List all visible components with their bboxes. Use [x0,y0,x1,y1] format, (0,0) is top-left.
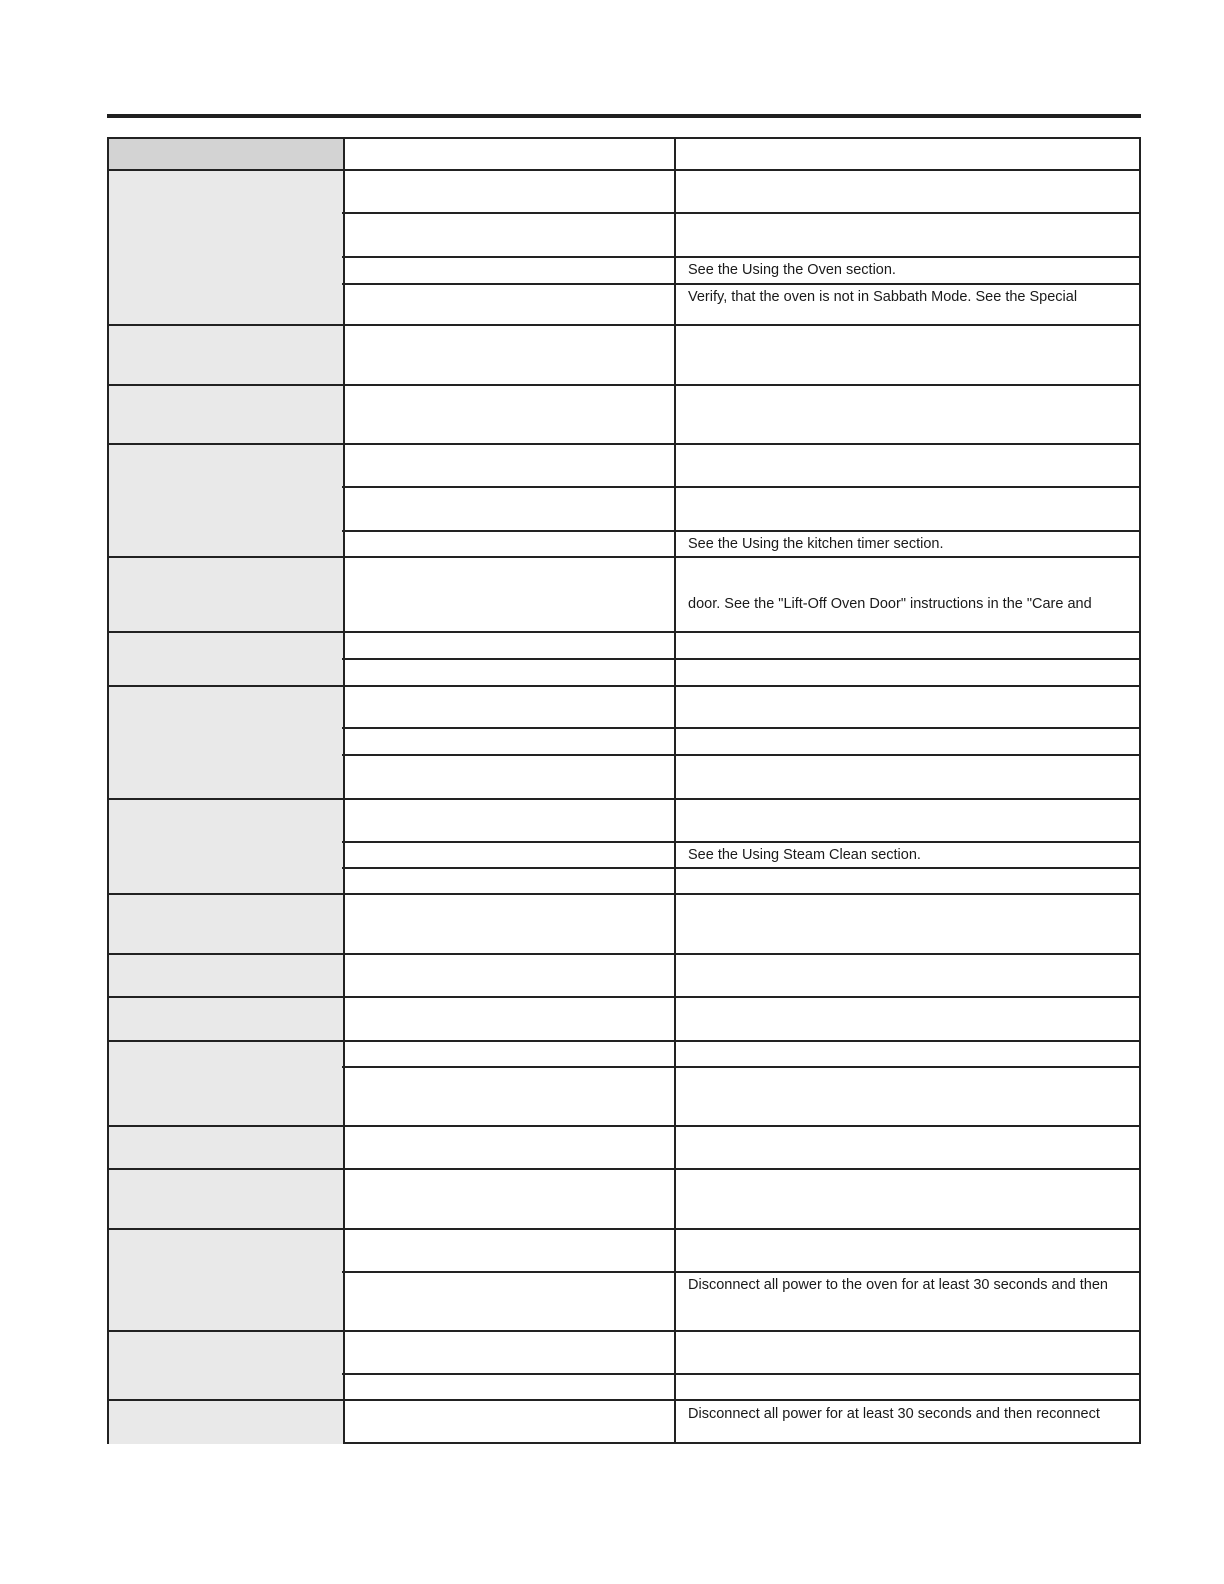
row-divider [107,384,1141,386]
row-divider [107,996,1141,998]
correction-text-sabbath-mode: Verify, that the oven is not in Sabbath Mode. See the Special [688,289,1078,305]
column-divider-2 [674,139,676,1444]
subrow-divider [342,754,1141,756]
page-top-rule [107,114,1141,118]
row-divider [107,893,1141,895]
subrow-divider [342,1066,1141,1068]
row-divider [107,1330,1141,1332]
subrow-divider [342,658,1141,660]
header-problem-cell [109,139,343,171]
row-divider [107,631,1141,633]
row-divider [107,685,1141,687]
correction-text-oven-section: See the Using the Oven section. [688,262,896,278]
subrow-divider [342,867,1141,869]
correction-text-disconnect-power: Disconnect all power for at least 30 seconds and then reconnect [688,1406,1100,1422]
row-divider [107,1228,1141,1230]
row-divider [107,556,1141,558]
subrow-divider [342,212,1141,214]
problem-cell [109,171,343,1444]
correction-text-kitchen-timer: See the Using the kitchen timer section. [688,536,944,552]
row-divider [107,1125,1141,1127]
subrow-divider [342,283,1141,285]
row-divider [107,169,1141,171]
correction-text-lift-off-door: door. See the "Lift-Off Oven Door" instructions in the "Care and [688,596,1092,612]
subrow-divider [342,727,1141,729]
row-divider [107,953,1141,955]
row-divider [107,443,1141,445]
column-divider-1 [343,139,345,1444]
subrow-divider [342,841,1141,843]
subrow-divider [342,1373,1141,1375]
subrow-divider [342,1271,1141,1273]
row-divider [107,1399,1141,1401]
subrow-divider [342,256,1141,258]
subrow-divider [342,530,1141,532]
troubleshooting-table [107,137,1141,1444]
subrow-divider [342,486,1141,488]
row-divider [107,1168,1141,1170]
correction-text-steam-clean: See the Using Steam Clean section. [688,847,921,863]
row-divider [107,1040,1141,1042]
row-divider [107,798,1141,800]
correction-text-disconnect-oven: Disconnect all power to the oven for at least 30 seconds and then [688,1277,1108,1293]
row-divider [107,324,1141,326]
